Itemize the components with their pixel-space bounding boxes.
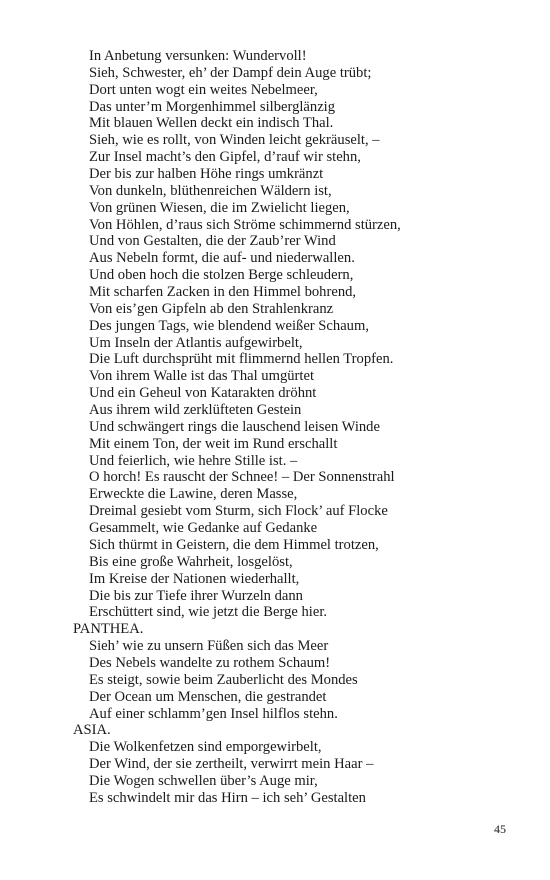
verse-line: Von grünen Wiesen, die im Zwielicht liegen,: [89, 199, 350, 216]
verse-line: Sieh’ wie zu unsern Füßen sich das Meer: [89, 638, 329, 655]
verse-line: Von Höhlen, d’raus sich Ströme schimmernd stürzen,: [89, 216, 401, 233]
verse-line: Erschüttert sind, wie jetzt die Berge hier.: [89, 604, 328, 621]
verse-line: Und ein Geheul von Katarakten dröhnt: [89, 385, 317, 402]
verse-line: Auf einer schlamm’gen Insel hilflos stehn.: [89, 705, 338, 722]
speaker-name: ASIA.: [73, 722, 111, 739]
verse-line: Es schwindelt mir das Hirn – ich seh’ Gestalten: [89, 789, 366, 806]
verse-line: Das unter’m Morgenhimmel silberglänzig: [89, 98, 336, 115]
verse-line: Die Wogen schwellen über’s Auge mir,: [89, 772, 318, 789]
speaker-name: PANTHEA.: [73, 621, 144, 638]
verse-line: Sieh, wie es rollt, von Winden leicht gekräuselt, –: [89, 132, 380, 149]
verse-line: Zur Insel macht’s den Gipfel, d’rauf wir stehn,: [89, 149, 361, 166]
verse-line: Um Inseln der Atlantis aufgewirbelt,: [89, 334, 303, 351]
verse-line: Im Kreise der Nationen wiederhallt,: [89, 570, 300, 587]
verse-line: Die Wolkenfetzen sind emporgewirbelt,: [89, 739, 322, 756]
verse-line: Erweckte die Lawine, deren Masse,: [89, 486, 298, 503]
verse-line: Es steigt, sowie beim Zauberlicht des Mondes: [89, 671, 358, 688]
verse-line: O horch! Es rauscht der Schnee! – Der Sonnenstrahl: [89, 469, 395, 486]
verse-line: Aus ihrem wild zerklüfteten Gestein: [89, 402, 302, 419]
verse-line: Die bis zur Tiefe ihrer Wurzeln dann: [89, 587, 303, 604]
verse-line: In Anbetung versunken: Wundervoll!: [89, 48, 307, 64]
verse-line: Mit scharfen Zacken in den Himmel bohrend,: [89, 284, 357, 301]
verse-line: Und schwängert rings die lauschend leisen Winde: [89, 418, 380, 435]
verse-line: Dort unten wogt ein weites Nebelmeer,: [89, 81, 318, 98]
verse-line: Und oben hoch die stolzen Berge schleudern,: [89, 267, 354, 284]
verse-line: Und von Gestalten, die der Zaub’rer Wind: [89, 233, 336, 250]
verse-line: Sich thürmt in Geistern, die dem Himmel trotzen,: [89, 536, 379, 553]
verse-text-block: [73, 48, 533, 807]
verse-line: Gesammelt, wie Gedanke auf Gedanke: [89, 520, 318, 537]
verse-line: Mit einem Ton, der weit im Rund erschallt: [89, 435, 338, 452]
verse-line: Des Nebels wandelte zu rothem Schaum!: [89, 654, 331, 671]
verse-line: Von eis’gen Gipfeln ab den Strahlenkranz: [89, 300, 334, 317]
verse-line: Von dunkeln, blüthenreichen Wäldern ist,: [89, 182, 332, 199]
verse-line: Von ihrem Walle ist das Thal umgürtet: [89, 368, 314, 385]
verse-line: Die Luft durchsprüht mit flimmernd hellen Tropfen.: [89, 351, 394, 368]
verse-line: Der Wind, der sie zertheilt, verwirrt mein Haar –: [89, 756, 374, 773]
verse-line: Und feierlich, wie hehre Stille ist. –: [89, 452, 298, 469]
verse-line: Der bis zur halben Höhe rings umkränzt: [89, 166, 324, 183]
page-number: 45: [494, 822, 506, 836]
verse-line: Sieh, Schwester, eh’ der Dampf dein Auge trübt;: [89, 64, 372, 81]
verse-line: Aus Nebeln formt, die auf- und niederwallen.: [89, 250, 355, 267]
verse-line: Der Ocean um Menschen, die gestrandet: [89, 688, 327, 705]
verse-line: Dreimal gesiebt vom Sturm, sich Flock’ auf Flocke: [89, 503, 388, 520]
verse-line: Bis eine große Wahrheit, losgelöst,: [89, 553, 293, 570]
verse-line: Mit blauen Wellen deckt ein indisch Thal.: [89, 115, 334, 132]
verse-line: Des jungen Tags, wie blendend weißer Schaum,: [89, 317, 369, 334]
